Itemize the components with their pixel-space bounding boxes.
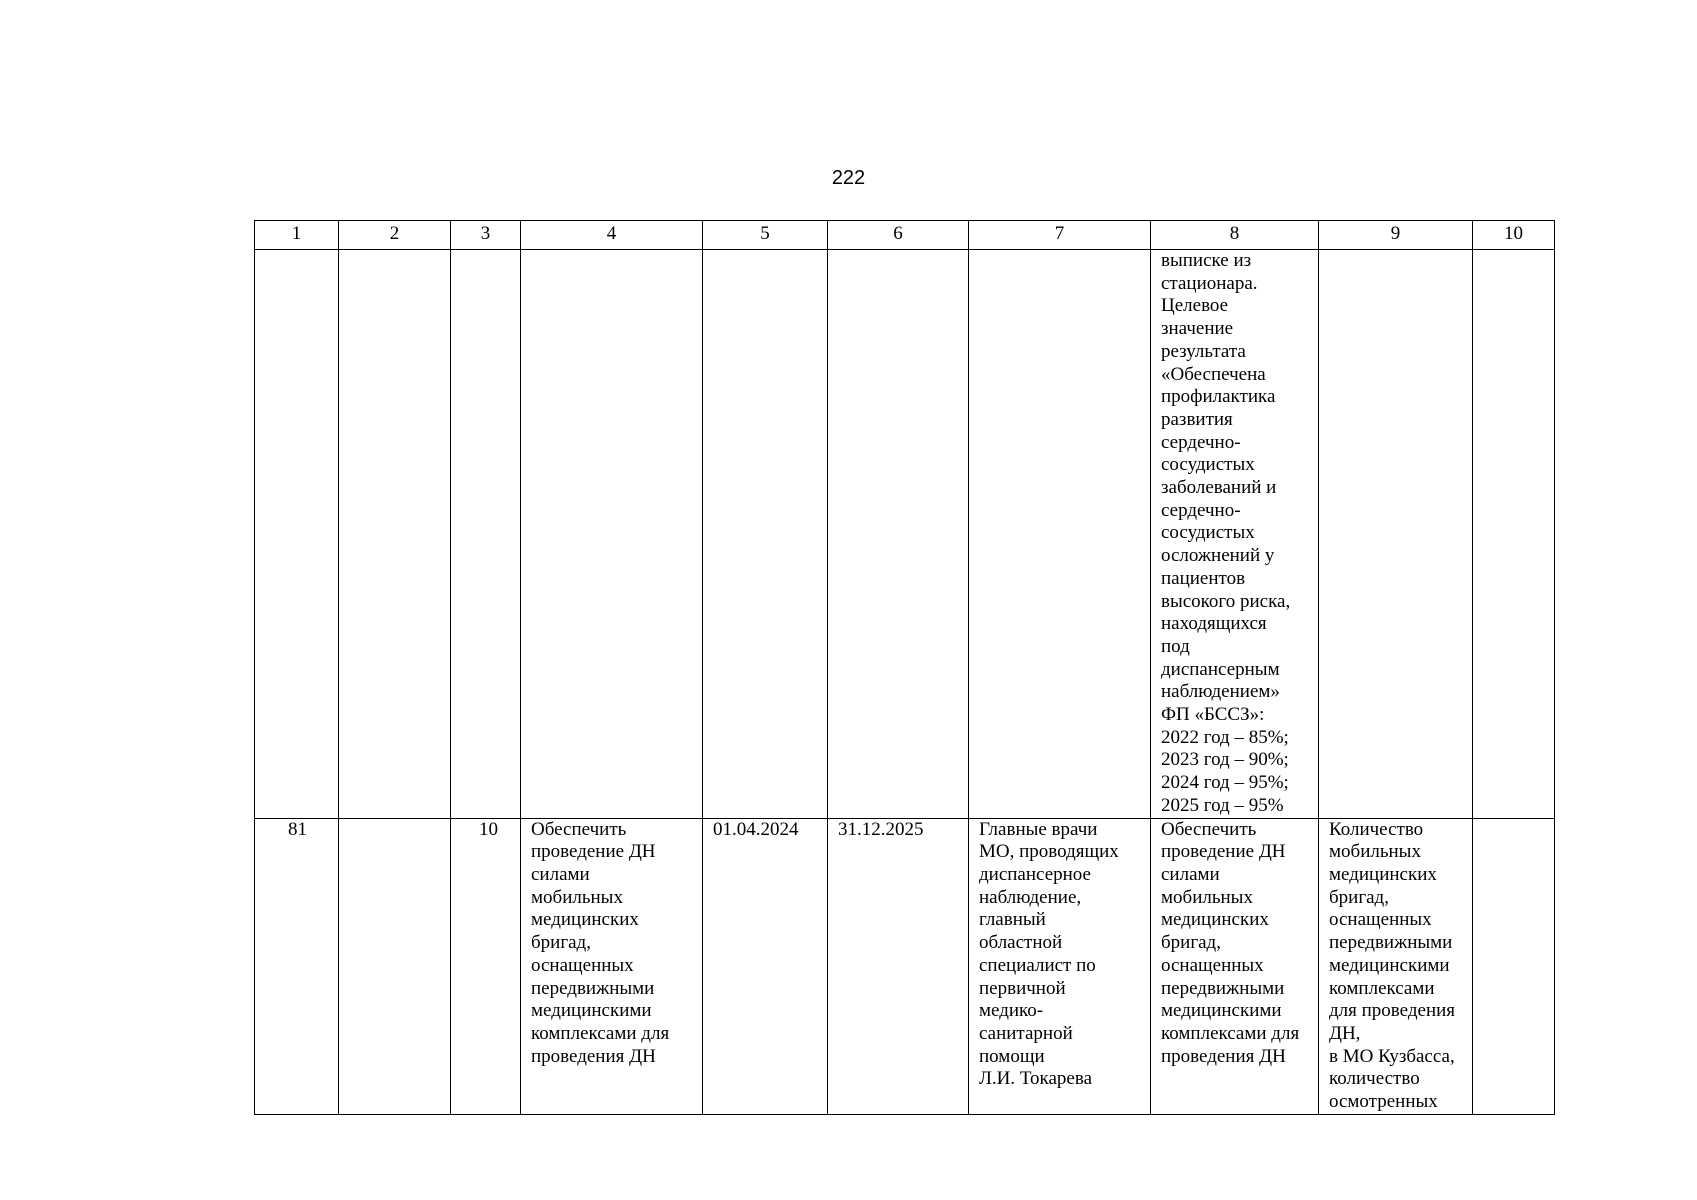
table-row-continued	[255, 250, 1555, 819]
column-header-1: 1	[255, 221, 339, 250]
cell-text: 10	[479, 818, 498, 840]
column-header-6: 6	[828, 221, 969, 250]
cell-text: выписке из стационара. Целевое значение результата «Обеспечена профилактика развития сердечно- сосудистых заболеваний и сердечно- сосудистых осложнений у пациентов высокого риска, находящихся под диспансерным наблюдением» ФП «БССЗ»: 2022 год – 85%; 2023 год – 90%; 2024 год – 95%; 2025 год – 95%	[1161, 250, 1291, 816]
cell-responsible	[969, 250, 1151, 819]
cell-text: 81	[288, 818, 307, 840]
cell-text: Количество мобильных медицинских бригад, оснащенных передвижными медицинскими комплексами для проведения ДН, в МО Кузбасса, количество осмотренных	[1329, 818, 1456, 1113]
cell-note	[1473, 250, 1555, 819]
column-header-8: 8	[1151, 221, 1319, 250]
cell-responsible	[969, 818, 1151, 1114]
column-header-4: 4	[521, 221, 703, 250]
cell-text: Главные врачи МО, проводящих диспансерное наблюдение, главный областной специалист по первичной медико- санитарной помощи Л.И. Токарева	[979, 818, 1119, 1090]
cell-indicator	[1319, 818, 1473, 1114]
cell-text: Обеспечить проведение ДН силами мобильных медицинских бригад, оснащенных передвижными медицинскими комплексами для проведения ДН	[1161, 818, 1300, 1067]
column-header-7: 7	[969, 221, 1151, 250]
table-row-81	[255, 818, 1555, 1114]
column-header-3: 3	[451, 221, 521, 250]
column-header-9: 9	[1319, 221, 1473, 250]
cell-text: 01.04.2024	[713, 818, 799, 840]
cell-text: 31.12.2025	[838, 818, 924, 840]
cell-section	[339, 818, 451, 1114]
cell-measure	[521, 818, 703, 1114]
cell-section	[339, 250, 451, 819]
cell-number	[255, 250, 339, 819]
cell-indicator	[1319, 250, 1473, 819]
header-row	[255, 221, 1555, 250]
cell-note	[1473, 818, 1555, 1114]
cell-end-date	[828, 250, 969, 819]
cell-end-date	[828, 818, 969, 1114]
cell-item	[451, 250, 521, 819]
column-header-5: 5	[703, 221, 828, 250]
cell-item	[451, 818, 521, 1114]
cell-text: Обеспечить проведение ДН силами мобильных медицинских бригад, оснащенных передвижными медицинскими комплексами для проведения ДН	[531, 818, 670, 1067]
cell-measure	[521, 250, 703, 819]
column-header-2: 2	[339, 221, 451, 250]
column-header-10: 10	[1473, 221, 1555, 250]
cell-number	[255, 818, 339, 1114]
cell-result	[1151, 818, 1319, 1114]
cell-start-date	[703, 818, 828, 1114]
cell-start-date	[703, 250, 828, 819]
page-number: 222	[831, 167, 866, 189]
cell-result	[1151, 250, 1319, 819]
plan-table	[254, 220, 1555, 1115]
